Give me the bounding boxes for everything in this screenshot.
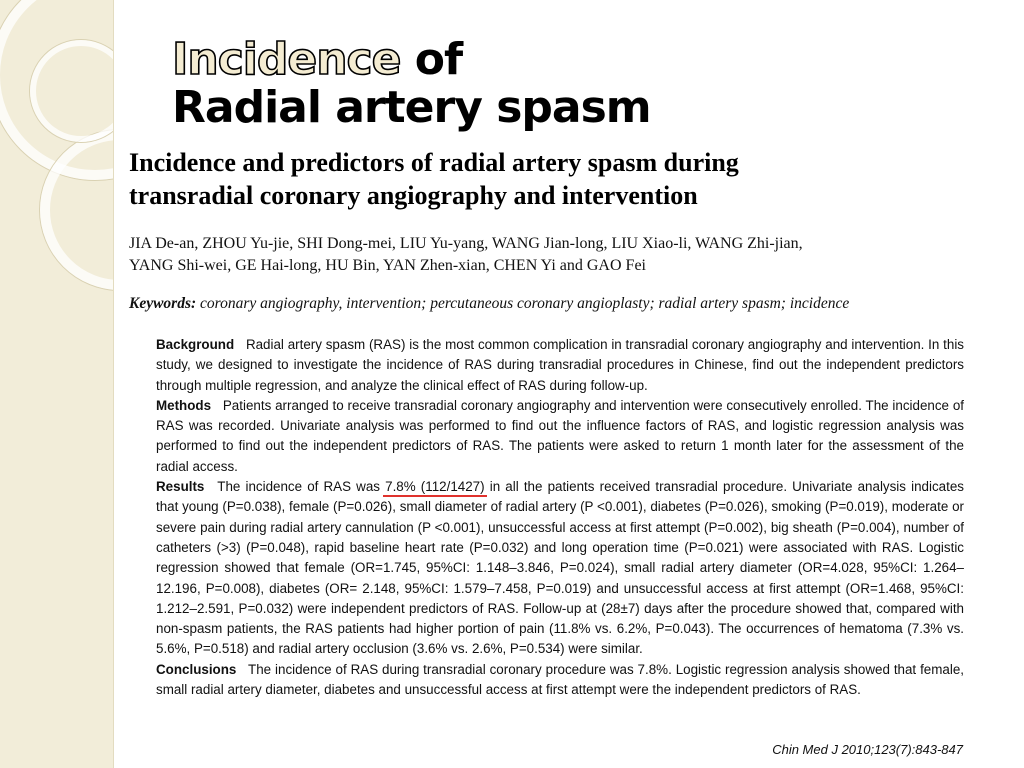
- methods-text: Patients arranged to receive transradial coronary angiography and intervention were consecutively enrolled. The incidence of RAS was recorded. Univariate analysis was performed to find out the influence factors of RAS, and logistic regression analysis was performed to find out the independent predictors of RAS. The patients were asked to return 1 month later for the assessment of the radial access.: [156, 397, 964, 474]
- results-text-post: in all the patients received transradial procedure. Univariate analysis indicates that young (P=0.038), female (P=0.026), small diameter of radial artery (P <0.001), diabetes (P=0.026), smoking (P=0.019), moderate or severe pain during radial artery cannulation (P <0.001), unsuccessful access at first attempt (P=0.002), big sheath (P=0.004), number of catheters (>3) (P=0.048), rapid baseline heart rate (P=0.032) and long operation time (P=0.021) were associated with RAS. Logistic regression showed that female (OR=1.745, 95%CI: 1.148–3.846, P=0.024), small radial artery diameter (OR=4.028, 95%CI: 1.264–12.196, P=0.008), diabetes (OR= 2.148, 95%CI: 1.579–7.458, P=0.019) and unsuccessful access at first attempt (OR=1.468, 95%CI: 1.212–2.591, P=0.032) were independent predictors of RAS. Follow-up at (28±7) days after the procedure showed that, compared with non-spasm patients, the RAS patients had higher portion of pain (11.8% vs. 6.2%, P=0.043). The occurrences of hematoma (7.3% vs. 5.6%, P=0.518) and radial artery occlusion (3.6% vs. 2.6%, P=0.534) were similar.: [156, 479, 964, 657]
- authors-line1: JIA De-an, ZHOU Yu-jie, SHI Dong-mei, LIU Yu-yang, WANG Jian-long, LIU Xiao-li, WANG Zhi-jian,: [129, 235, 803, 252]
- slide-title-of: of: [400, 34, 463, 85]
- slide-title-incidence: Incidence: [172, 34, 401, 85]
- slide-title: [172, 36, 651, 132]
- abstract: [156, 335, 964, 700]
- citation: Chin Med J 2010;123(7):843-847: [772, 742, 963, 757]
- methods-label: Methods: [156, 397, 212, 413]
- conclusions-label: Conclusions: [156, 661, 237, 677]
- abstract-methods: [156, 396, 964, 477]
- decorative-sidebar: [0, 0, 114, 768]
- paper-keywords: [129, 294, 1019, 314]
- keywords-label: Keywords:: [129, 295, 197, 312]
- keywords-text: coronary angiography, intervention; percutaneous coronary angioplasty; radial artery spasm; incidence: [200, 295, 850, 312]
- paper-title-line1: Incidence and predictors of radial artery spasm during: [129, 148, 739, 177]
- abstract-conclusions: [156, 660, 964, 701]
- background-label: Background: [156, 337, 235, 352]
- conclusions-text: The incidence of RAS during transradial coronary procedure was 7.8%. Logistic regression analysis showed that female, small radial artery diameter, diabetes and unsuccessful access at first attempt were the independent predictors of RAS.: [156, 661, 964, 698]
- slide-title-line2: Radial artery spasm: [172, 82, 651, 133]
- results-text-pre: The incidence of RAS was: [217, 479, 380, 495]
- paper-authors: [129, 233, 1009, 277]
- paper-title-line2: transradial coronary angiography and intervention: [129, 181, 698, 210]
- results-highlight-underlined: 7.8% (112/1427): [385, 479, 485, 495]
- paper-title: [129, 146, 989, 212]
- results-label: Results: [156, 479, 205, 495]
- abstract-results: [156, 477, 964, 660]
- authors-line2: YANG Shi-wei, GE Hai-long, HU Bin, YAN Zhen-xian, CHEN Yi and GAO Fei: [129, 257, 646, 274]
- background-text: Radial artery spasm (RAS) is the most common complication in transradial coronary angiography and intervention. In this study, we designed to investigate the incidence of RAS during transradial procedures in Chinese, find out the independent predictors through multiple regression, and analyze the clinical effect of RAS during follow-up.: [156, 337, 964, 393]
- abstract-background: [156, 335, 964, 396]
